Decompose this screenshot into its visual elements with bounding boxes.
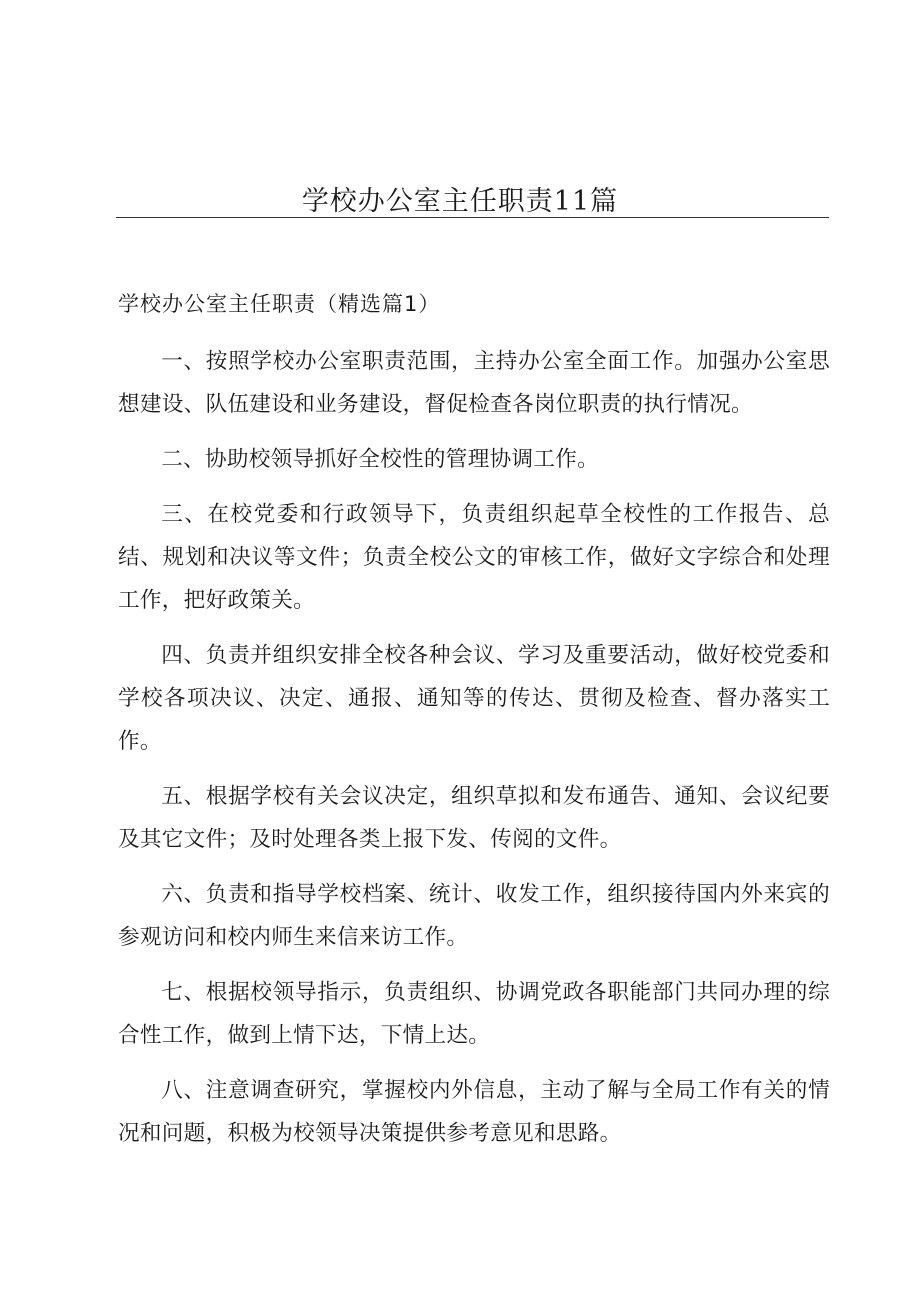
paragraph-2: 二、协助校领导抓好全校性的管理协调工作。	[161, 447, 600, 472]
paragraph-8: 八、注意调查研究，掌握校内外信息，主动了解与全局工作有关的情况和问题，积极为校领导决策提供参考意见和思路。	[118, 1078, 830, 1146]
paragraph-5: 五、根据学校有关会议决定，组织草拟和发布通告、通知、会议纪要及其它文件；及时处理各类上报下发、传阅的文件。	[118, 784, 830, 852]
body-text	[118, 340, 830, 1167]
document-title: 学校办公室主任职责11篇	[301, 186, 619, 217]
paragraph-6: 六、负责和指导学校档案、统计、收发工作，组织接待国内外来宾的参观访问和校内师生来信来访工作。	[118, 882, 830, 950]
section-heading: 学校办公室主任职责（精选篇1）	[118, 292, 441, 316]
paragraph-3: 三、在校党委和行政领导下，负责组织起草全校性的工作报告、总结、规划和决议等文件；负责全校公文的审核工作，做好文字综合和处理工作，把好政策关。	[118, 502, 830, 613]
paragraph-7: 七、根据校领导指示，负责组织、协调党政各职能部门共同办理的综合性工作，做到上情下达，下情上达。	[118, 980, 830, 1048]
title-underline	[116, 217, 829, 218]
paragraph-1: 一、按照学校办公室职责范围，主持办公室全面工作。加强办公室思想建设、队伍建设和业务建设，督促检查各岗位职责的执行情况。	[118, 349, 830, 417]
paragraph-4: 四、负责并组织安排全校各种会议、学习及重要活动，做好校党委和学校各项决议、决定、通报、通知等的传达、贯彻及检查、督办落实工作。	[118, 643, 830, 754]
